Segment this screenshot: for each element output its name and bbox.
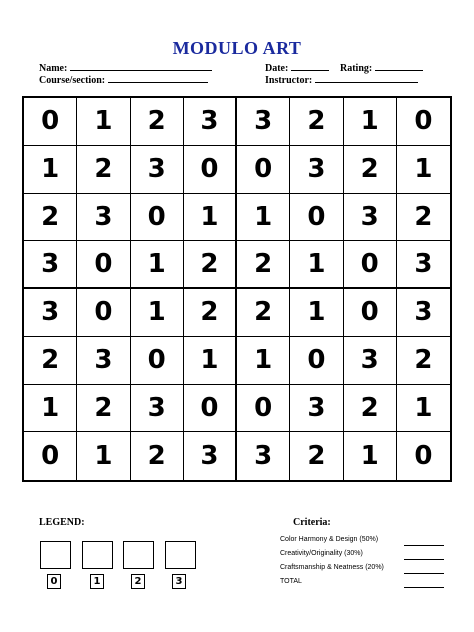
grid-cell-r4-c3[interactable]: 2: [184, 289, 237, 337]
grid-cell-r3-c6[interactable]: 0: [344, 241, 397, 289]
grid-cell-r2-c1[interactable]: 3: [77, 194, 130, 242]
modulo-grid: [22, 96, 452, 482]
grid-cell-r4-c2[interactable]: 1: [131, 289, 184, 337]
grid-cell-r4-c7[interactable]: 3: [397, 289, 450, 337]
legend-key-1: 1: [90, 574, 104, 589]
grid-cell-r3-c5[interactable]: 1: [290, 241, 343, 289]
grid-cell-r2-c7[interactable]: 2: [397, 194, 450, 242]
instructor-blank[interactable]: [315, 73, 418, 83]
grid-cell-r0-c1[interactable]: 1: [77, 98, 130, 146]
grid-cell-r5-c0[interactable]: 2: [24, 337, 77, 385]
grid-cell-r1-c6[interactable]: 2: [344, 146, 397, 194]
grid-cell-r1-c1[interactable]: 2: [77, 146, 130, 194]
grid-cell-r5-c3[interactable]: 1: [184, 337, 237, 385]
grid-cell-r3-c1[interactable]: 0: [77, 241, 130, 289]
grid-cell-r2-c3[interactable]: 1: [184, 194, 237, 242]
grid-cell-r6-c1[interactable]: 2: [77, 385, 130, 433]
grid-cell-r0-c5[interactable]: 2: [290, 98, 343, 146]
grid-cell-r1-c5[interactable]: 3: [290, 146, 343, 194]
grid-cell-r5-c2[interactable]: 0: [131, 337, 184, 385]
legend-title: LEGEND:: [39, 517, 85, 528]
grid-cell-r5-c7[interactable]: 2: [397, 337, 450, 385]
grid-cell-r0-c6[interactable]: 1: [344, 98, 397, 146]
grid-cell-r1-c0[interactable]: 1: [24, 146, 77, 194]
grid-cell-r2-c0[interactable]: 2: [24, 194, 77, 242]
grid-cell-r2-c4[interactable]: 1: [237, 194, 290, 242]
grid-cell-r6-c3[interactable]: 0: [184, 385, 237, 433]
grid-cell-r2-c2[interactable]: 0: [131, 194, 184, 242]
instructor-label: Instructor:: [265, 75, 313, 86]
grid-cell-r5-c1[interactable]: 3: [77, 337, 130, 385]
legend-color-box-0[interactable]: [40, 541, 71, 569]
criteria-item: Creativity/Originality (30%): [280, 550, 363, 557]
criteria-blank[interactable]: [404, 544, 444, 546]
grid-cell-r1-c7[interactable]: 1: [397, 146, 450, 194]
grid-cell-r0-c7[interactable]: 0: [397, 98, 450, 146]
grid-cell-r0-c4[interactable]: 3: [237, 98, 290, 146]
grid-cell-r3-c2[interactable]: 1: [131, 241, 184, 289]
name-label: Name:: [39, 63, 68, 74]
date-blank[interactable]: [291, 61, 329, 71]
legend-key-2: 2: [131, 574, 145, 589]
legend-color-box-3[interactable]: [165, 541, 196, 569]
grid-cell-r3-c7[interactable]: 3: [397, 241, 450, 289]
grid-cell-r4-c5[interactable]: 1: [290, 289, 343, 337]
grid-cell-r1-c3[interactable]: 0: [184, 146, 237, 194]
grid-cell-r2-c5[interactable]: 0: [290, 194, 343, 242]
criteria-blank[interactable]: [404, 586, 444, 588]
grid-cell-r4-c0[interactable]: 3: [24, 289, 77, 337]
grid-cell-r6-c2[interactable]: 3: [131, 385, 184, 433]
grid-cell-r2-c6[interactable]: 3: [344, 194, 397, 242]
grid-cell-r7-c1[interactable]: 1: [77, 432, 130, 480]
grid-cell-r0-c2[interactable]: 2: [131, 98, 184, 146]
name-blank[interactable]: [70, 61, 212, 71]
legend-color-box-1[interactable]: [82, 541, 113, 569]
course-field[interactable]: [39, 73, 208, 86]
grid-cell-r0-c0[interactable]: 0: [24, 98, 77, 146]
course-blank[interactable]: [108, 73, 208, 83]
grid-cell-r7-c7[interactable]: 0: [414, 441, 433, 472]
grid-cell-r7-c3[interactable]: 3: [184, 432, 237, 480]
criteria-blank[interactable]: [404, 572, 444, 574]
grid-cell-r1-c2[interactable]: 3: [131, 146, 184, 194]
grid-cell-r6-c4[interactable]: 0: [237, 385, 290, 433]
grid-cell-r6-c6[interactable]: 2: [344, 385, 397, 433]
criteria-blank[interactable]: [404, 558, 444, 560]
grid-cell-r3-c0[interactable]: 3: [24, 241, 77, 289]
grid-cell-r5-c5[interactable]: 0: [290, 337, 343, 385]
criteria-item: Color Harmony & Design (50%): [280, 536, 379, 543]
grid-cell-r3-c3[interactable]: 2: [184, 241, 237, 289]
grid-cell-r7-c2[interactable]: 2: [131, 432, 184, 480]
grid-cell-r5-c6[interactable]: 3: [344, 337, 397, 385]
grid-cell-r3-c4[interactable]: 2: [237, 241, 290, 289]
grid-cell-r6-c0[interactable]: 1: [24, 385, 77, 433]
grid-cell-r7-c5[interactable]: 2: [290, 432, 343, 480]
legend-color-box-2[interactable]: [123, 541, 154, 569]
grid-cell-r7-c4[interactable]: 3: [237, 432, 290, 480]
grid-cell-r4-c4[interactable]: 2: [237, 289, 290, 337]
legend-key-0: 0: [47, 574, 61, 589]
grid-cell-r1-c4[interactable]: 0: [237, 146, 290, 194]
grid-cell-r4-c6[interactable]: 0: [344, 289, 397, 337]
criteria-total: TOTAL: [280, 578, 302, 585]
grid-cell-r6-c7[interactable]: 1: [397, 385, 450, 433]
legend-key-3: 3: [172, 574, 186, 589]
grid-cell-r0-c3[interactable]: 3: [184, 98, 237, 146]
date-label: Date:: [265, 63, 289, 74]
course-label: Course/section:: [39, 75, 106, 86]
criteria-item: Craftsmanship & Neatness (20%): [280, 564, 384, 571]
rating-label: Rating:: [340, 63, 373, 74]
grid-cell-r4-c1[interactable]: 0: [77, 289, 130, 337]
grid-cell-r6-c5[interactable]: 3: [290, 385, 343, 433]
criteria-title: Criteria:: [293, 517, 331, 528]
page-title: MODULO ART: [172, 38, 302, 58]
grid-cell-r7-c6[interactable]: 1: [344, 432, 397, 480]
rating-blank[interactable]: [375, 61, 423, 71]
grid-cell-r5-c4[interactable]: 1: [237, 337, 290, 385]
grid-cell-r7-c0[interactable]: 0: [24, 432, 77, 480]
instructor-field[interactable]: [265, 73, 418, 86]
